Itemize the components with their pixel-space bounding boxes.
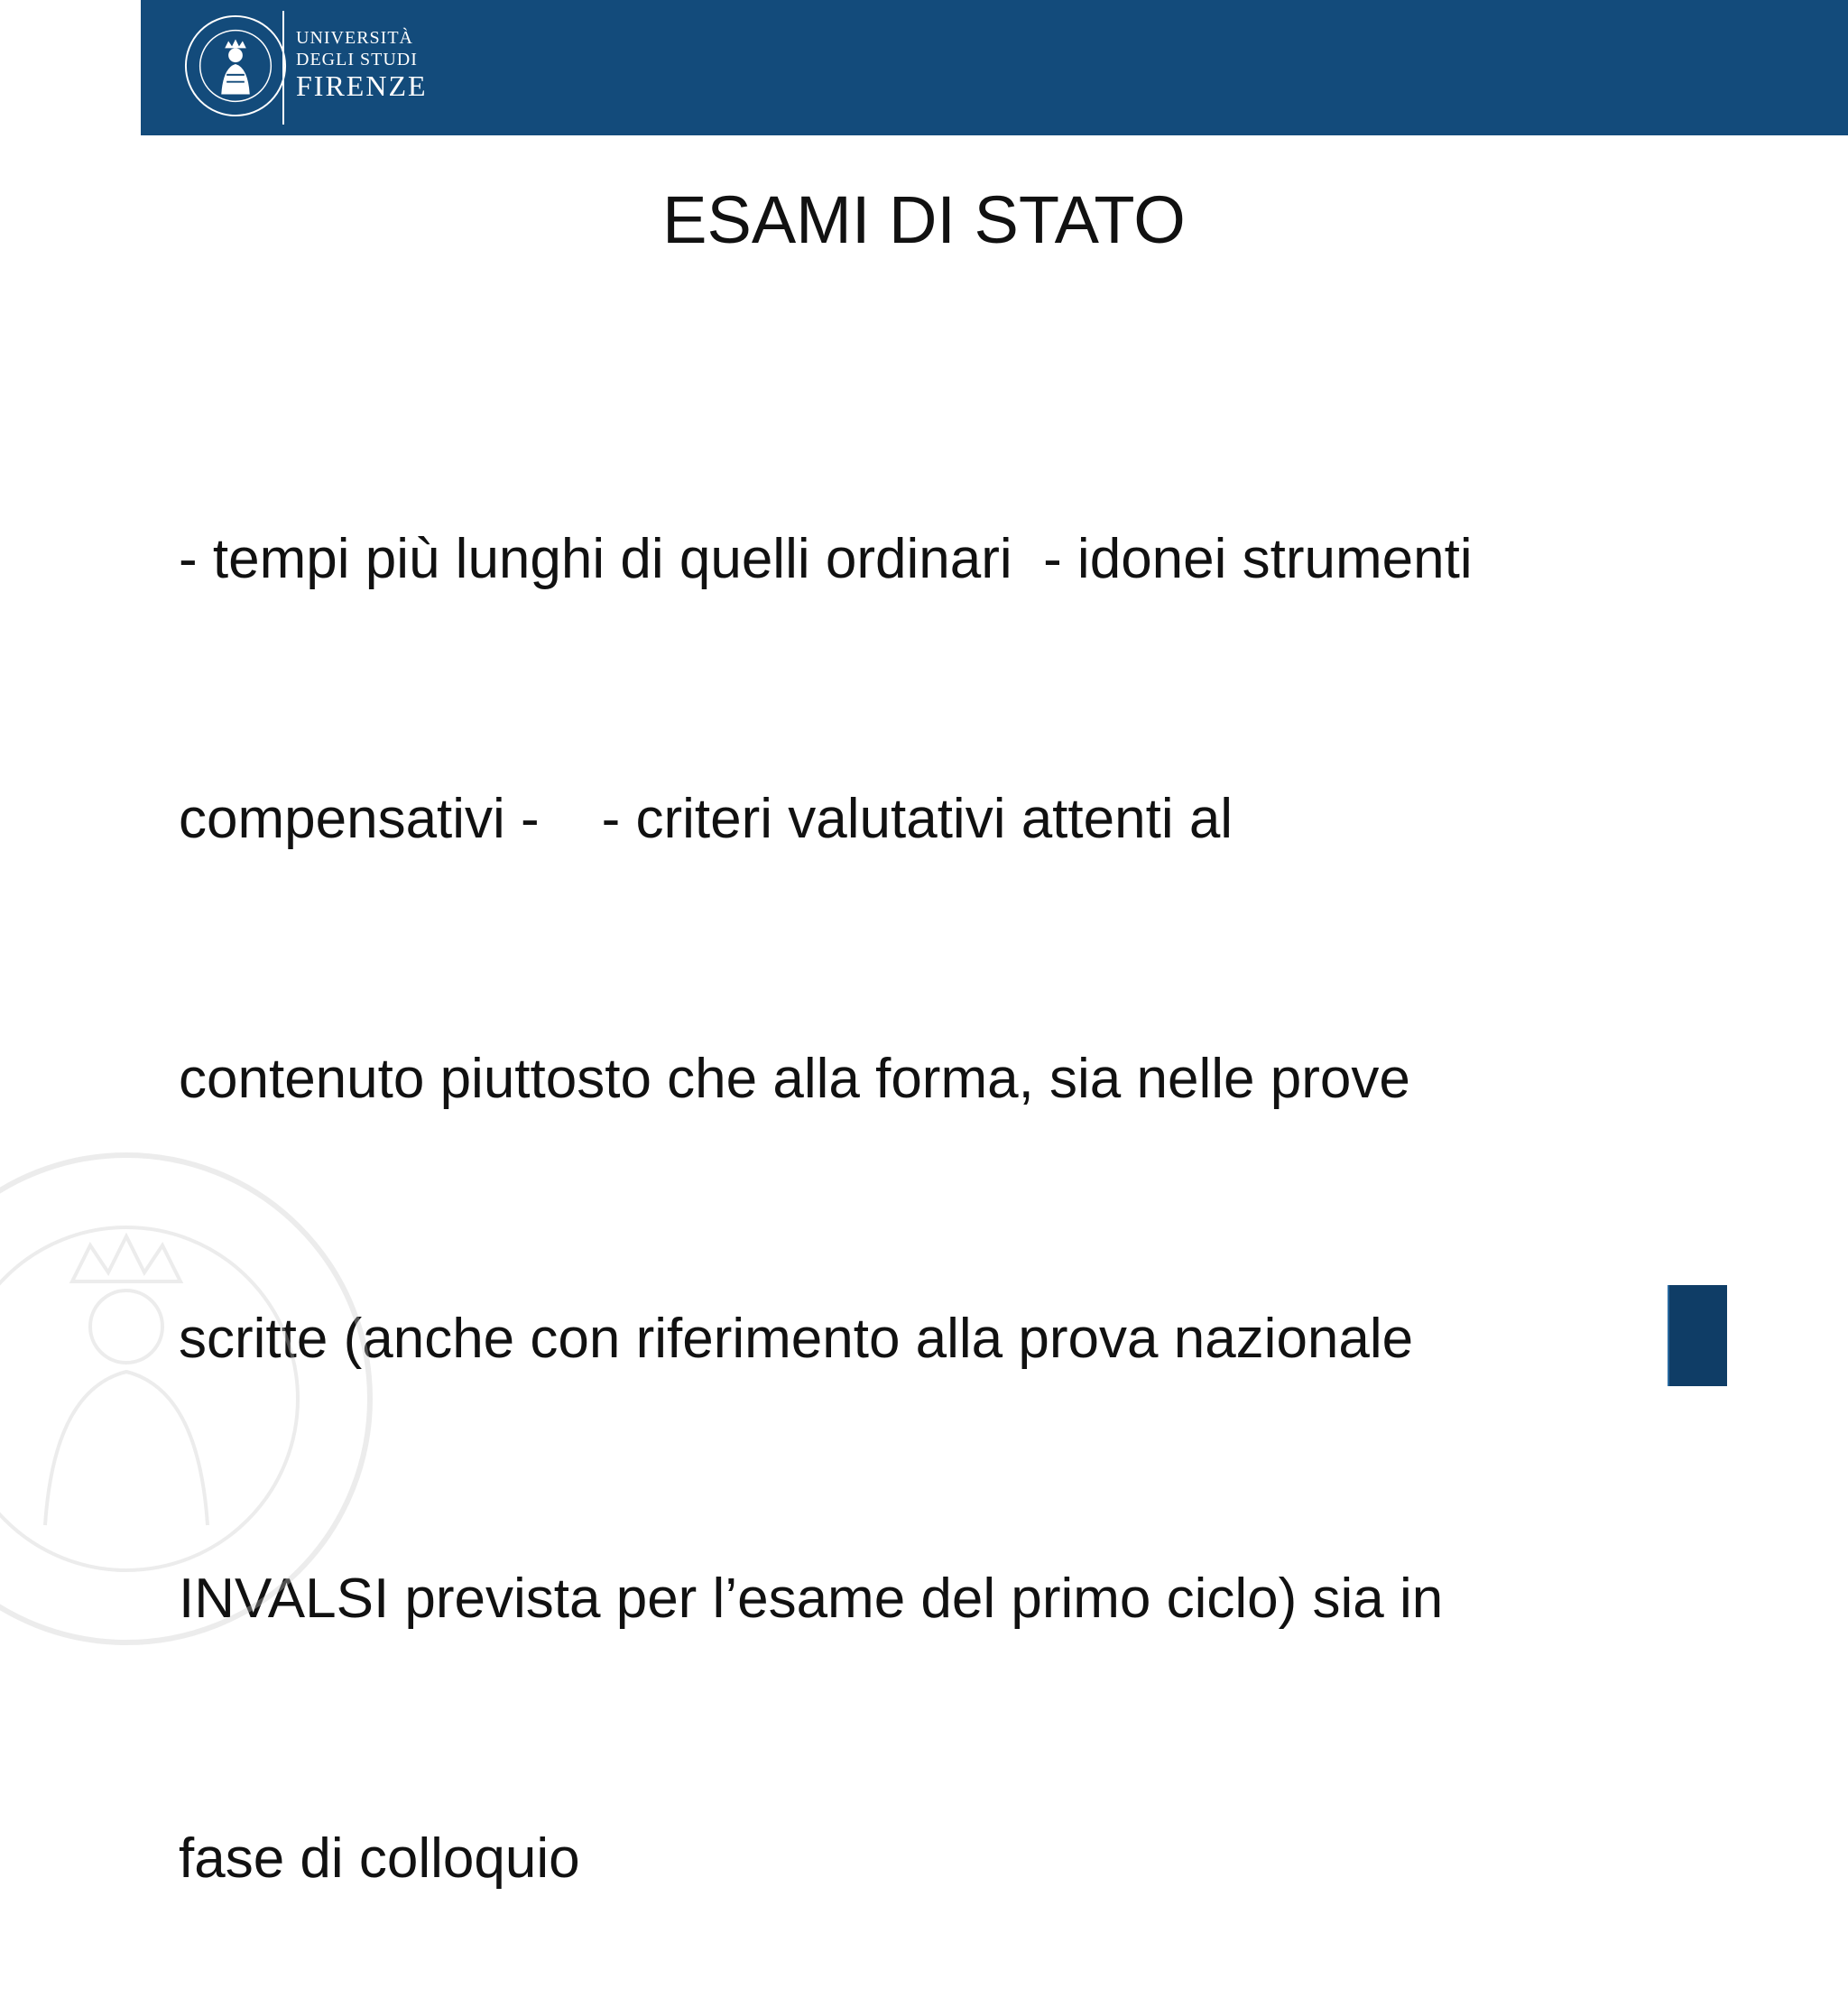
wordmark-line-1: UNIVERSITÀ xyxy=(296,28,413,48)
watermark-seal-icon xyxy=(0,1146,379,1651)
wordmark-line-2: DEGLI STUDI xyxy=(296,50,418,69)
university-wordmark xyxy=(296,27,428,101)
university-seal-logo xyxy=(182,13,289,119)
corner-accent-block xyxy=(1668,1285,1727,1386)
wordmark-line-3: FIRENZE xyxy=(296,69,428,102)
logo-divider xyxy=(282,11,284,125)
body-line: scritte (anche con riferimento alla prova nazionale xyxy=(179,1308,1414,1370)
slide-body xyxy=(179,343,1767,1989)
body-line: compensativi - - criteri valutativi attenti al xyxy=(179,788,1234,850)
slide-title: ESAMI DI STATO xyxy=(662,182,1186,257)
body-line: fase di colloquio xyxy=(179,1827,580,1890)
body-line: - tempi più lunghi di quelli ordinari - idonei strumenti xyxy=(179,528,1473,590)
body-line: contenuto piuttosto che alla forma, sia nelle prove xyxy=(179,1048,1410,1110)
body-line: INVALSI prevista per l’esame del primo ciclo) sia in xyxy=(179,1568,1444,1630)
